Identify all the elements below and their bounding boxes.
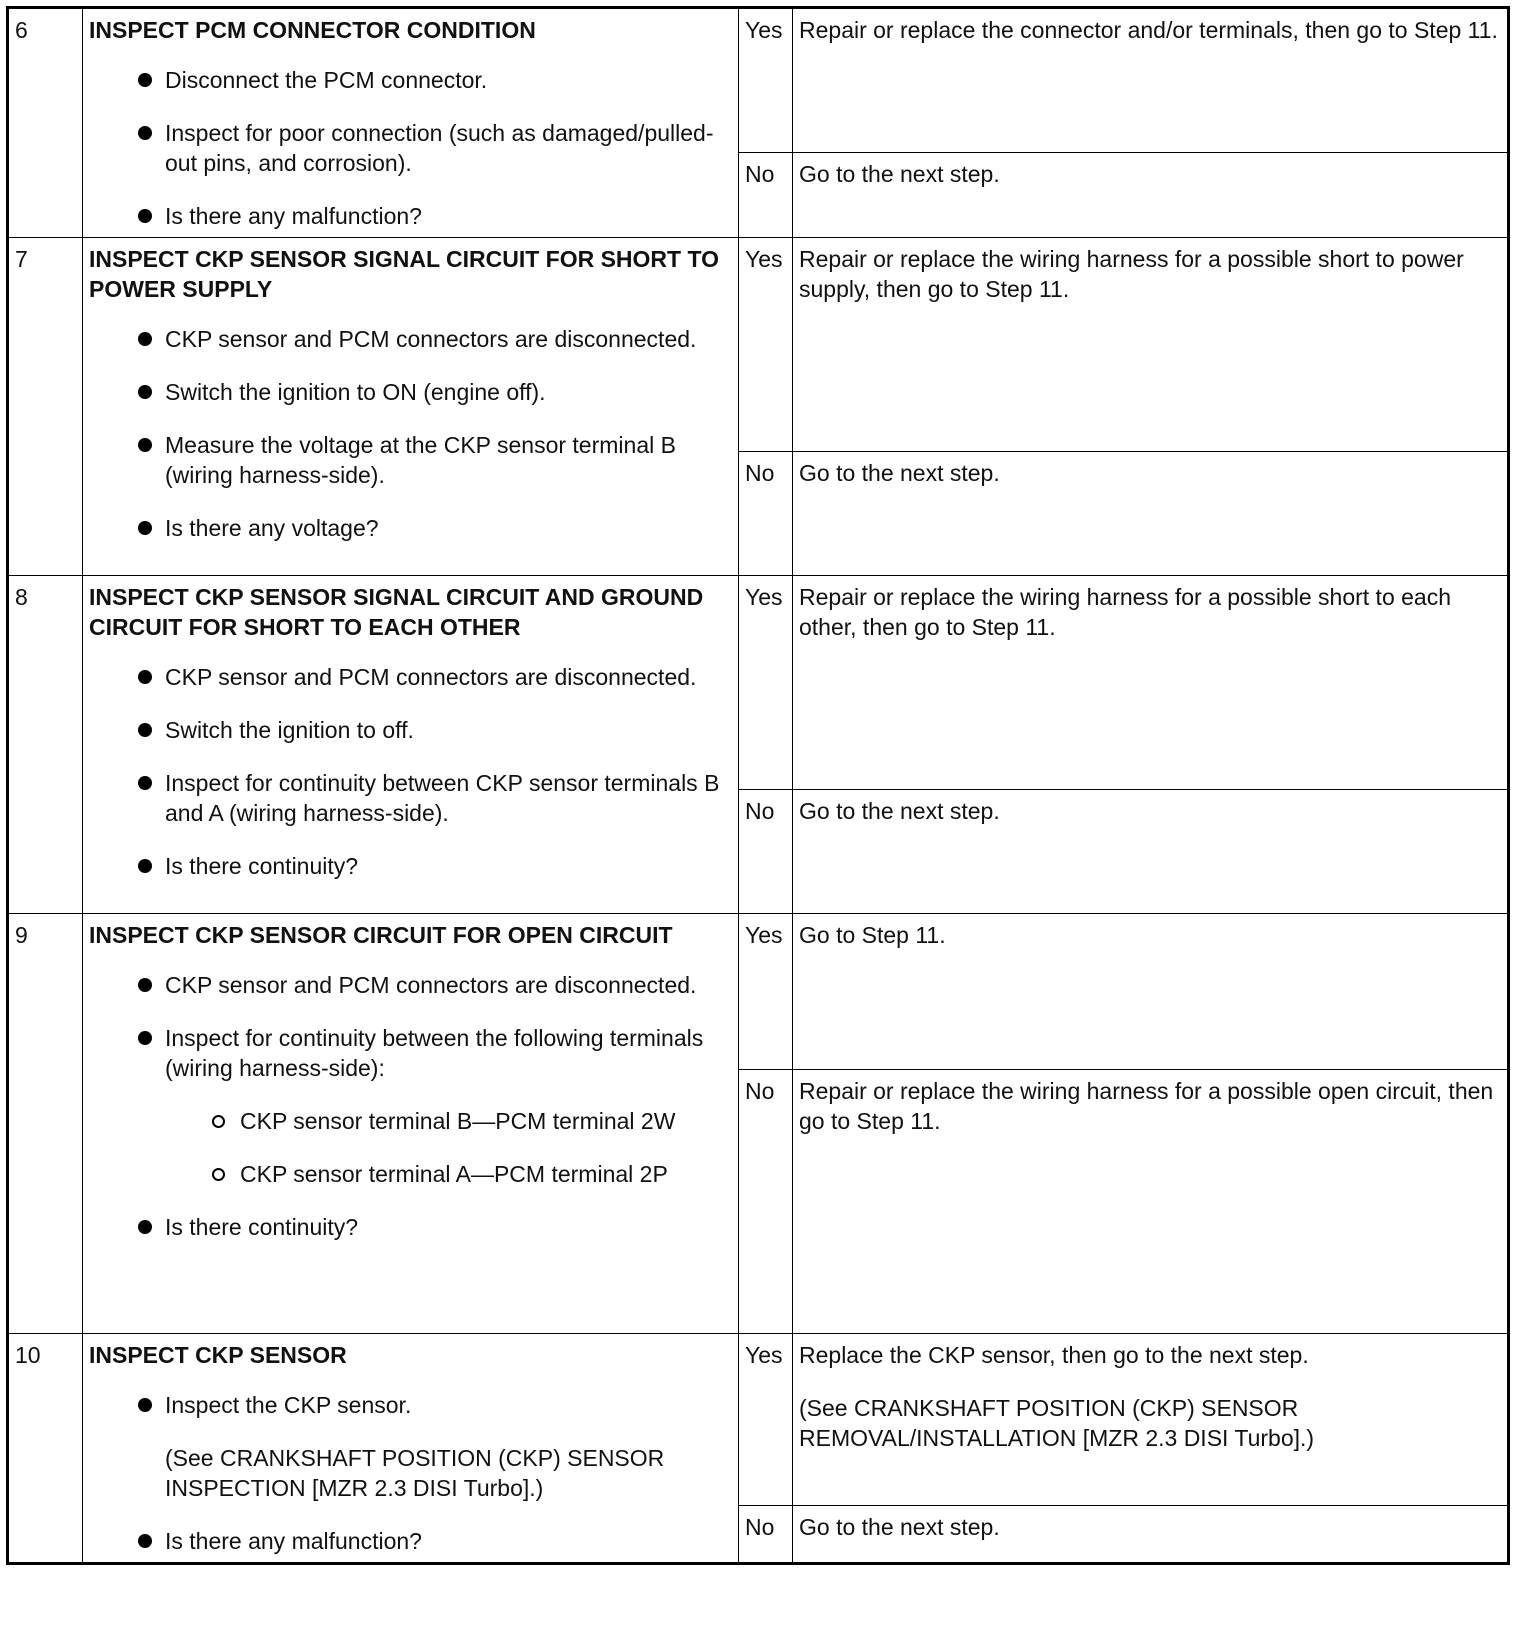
bullet-list — [89, 65, 732, 231]
result-text: Go to the next step. — [799, 161, 1000, 188]
no-result — [793, 1506, 1509, 1564]
no-label: No — [739, 452, 793, 576]
yes-label: Yes — [739, 238, 793, 452]
bullet-item: Inspect for continuity between CKP sensor terminals B and A (wiring harness-side). — [89, 768, 732, 828]
yes-label: Yes — [739, 576, 793, 790]
bullet-item: CKP sensor and PCM connectors are disconnected. — [89, 324, 732, 354]
step-number: 7 — [8, 238, 83, 576]
no-label: No — [739, 1070, 793, 1334]
no-result — [793, 790, 1509, 914]
bullet-item: Inspect for poor connection (such as damaged/pulled-out pins, and corrosion). — [89, 118, 732, 178]
reference-note: (See CRANKSHAFT POSITION (CKP) SENSOR INSPECTION [MZR 2.3 DISI Turbo].) — [165, 1445, 665, 1501]
result-text: Repair or replace the wiring harness for a possible short to power supply, then go to Step 11. — [799, 246, 1464, 302]
sub-bullet-item: CKP sensor terminal A—PCM terminal 2P — [165, 1159, 732, 1189]
bullet-list — [89, 1390, 732, 1556]
bullet-text: Inspect for continuity between the following terminals (wiring harness-side): — [165, 1025, 704, 1081]
result-text: Go to Step 11. — [799, 922, 946, 948]
bullet-item: Disconnect the PCM connector. — [89, 65, 732, 95]
step-title: INSPECT CKP SENSOR CIRCUIT FOR OPEN CIRCUIT — [89, 922, 673, 948]
step-number: 10 — [8, 1334, 83, 1564]
step-action — [83, 576, 739, 914]
yes-label: Yes — [739, 8, 793, 153]
step-action — [83, 238, 739, 576]
result-text: Repair or replace the wiring harness for a possible open circuit, then go to Step 11. — [799, 1078, 1494, 1134]
step-action — [83, 8, 739, 238]
troubleshooting-table — [6, 6, 1510, 1565]
table-row — [8, 8, 1509, 153]
result-text: Go to the next step. — [799, 1514, 1000, 1540]
no-label: No — [739, 790, 793, 914]
yes-result — [793, 576, 1509, 790]
step-number: 9 — [8, 914, 83, 1334]
no-label: No — [739, 153, 793, 238]
step-action — [83, 914, 739, 1334]
sub-bullet-item: CKP sensor terminal B—PCM terminal 2W — [165, 1106, 732, 1136]
bullet-item: Is there any voltage? — [89, 513, 732, 543]
bullet-item: Is there continuity? — [89, 851, 732, 881]
no-label: No — [739, 1506, 793, 1564]
step-action — [83, 1334, 739, 1564]
bullet-item: Is there continuity? — [89, 1212, 732, 1242]
reference-note: (See CRANKSHAFT POSITION (CKP) SENSOR REMOVAL/INSTALLATION [MZR 2.3 DISI Turbo].) — [799, 1395, 1315, 1451]
yes-label: Yes — [739, 914, 793, 1070]
bullet-list — [89, 970, 732, 1242]
result-text: Repair or replace the connector and/or terminals, then go to Step 11. — [799, 17, 1498, 43]
bullet-item: Switch the ignition to off. — [89, 715, 732, 745]
yes-result — [793, 914, 1509, 1070]
step-number: 6 — [8, 8, 83, 238]
bullet-item: Is there any malfunction? — [89, 1526, 732, 1556]
result-text: Repair or replace the wiring harness for a possible short to each other, then go to Step 11. — [799, 584, 1452, 640]
yes-label: Yes — [739, 1334, 793, 1506]
table-row — [8, 238, 1509, 452]
result-text: Go to the next step. — [799, 798, 1000, 824]
no-result — [793, 452, 1509, 576]
bullet-item: Measure the voltage at the CKP sensor terminal B (wiring harness-side). — [89, 430, 732, 490]
bullet-list — [89, 324, 732, 543]
step-title: INSPECT CKP SENSOR — [89, 1342, 347, 1368]
step-title: INSPECT CKP SENSOR SIGNAL CIRCUIT FOR SHORT TO POWER SUPPLY — [89, 246, 720, 302]
bullet-text: Inspect the CKP sensor. — [165, 1392, 412, 1418]
bullet-list — [89, 662, 732, 881]
bullet-item: CKP sensor and PCM connectors are disconnected. — [89, 662, 732, 692]
yes-result — [793, 1334, 1509, 1506]
step-title: INSPECT CKP SENSOR SIGNAL CIRCUIT AND GROUND CIRCUIT FOR SHORT TO EACH OTHER — [89, 584, 704, 640]
yes-result — [793, 238, 1509, 452]
table-row — [8, 1334, 1509, 1506]
bullet-item: CKP sensor and PCM connectors are disconnected. — [89, 970, 732, 1000]
step-title: INSPECT PCM CONNECTOR CONDITION — [89, 17, 536, 43]
bullet-item — [89, 1023, 732, 1189]
yes-result — [793, 8, 1509, 153]
step-number: 8 — [8, 576, 83, 914]
no-result — [793, 153, 1509, 238]
bullet-item: Is there any malfunction? — [89, 201, 732, 231]
table-row — [8, 576, 1509, 790]
result-text: Replace the CKP sensor, then go to the next step. — [799, 1342, 1309, 1368]
table-row — [8, 914, 1509, 1070]
sub-bullet-list — [165, 1106, 732, 1189]
bullet-item — [89, 1390, 732, 1503]
result-text: Go to the next step. — [799, 460, 1000, 486]
bullet-item: Switch the ignition to ON (engine off). — [89, 377, 732, 407]
no-result — [793, 1070, 1509, 1334]
